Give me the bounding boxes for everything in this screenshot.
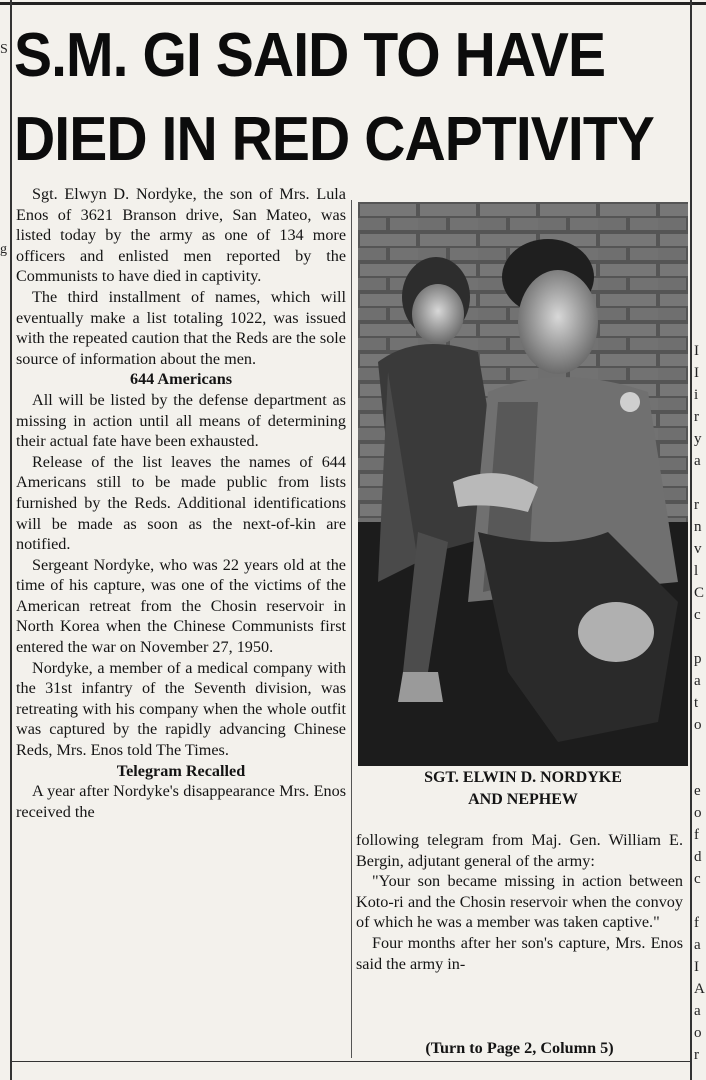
right-margin-fragments [694, 340, 706, 1066]
article-paragraph: A year after Nordyke's disappearance Mrs. Enos received the [16, 782, 346, 821]
margin-fragment: r [694, 1047, 699, 1063]
margin-fragment: p [694, 651, 702, 667]
margin-fragment: I [694, 365, 699, 381]
margin-fragment: g [0, 242, 7, 257]
margin-fragment [0, 180, 10, 200]
headline [14, 14, 654, 182]
margin-fragment: o [694, 805, 702, 821]
margin-fragment: c [694, 607, 701, 623]
photo-caption [358, 767, 688, 811]
margin-fragment: f [694, 827, 699, 843]
margin-fragment: l [694, 563, 699, 579]
margin-fragment [694, 890, 706, 912]
margin-fragment: e [694, 783, 701, 799]
margin-fragment: I [694, 343, 699, 359]
margin-fragment [0, 160, 10, 180]
margin-fragment: o [694, 717, 702, 733]
margin-fragment [0, 100, 10, 120]
next-headline-fragment [12, 1064, 690, 1080]
article-paragraph: following telegram from Maj. Gen. William E. Bergin, adjutant general of the army: [356, 831, 683, 870]
margin-fragment: A [694, 981, 705, 997]
margin-fragment: o [694, 1025, 702, 1041]
top-rule [0, 2, 706, 5]
margin-fragment: c [694, 871, 701, 887]
margin-fragment: a [694, 937, 701, 953]
headline-line-2: DIED IN RED CAPTIVITY [14, 105, 654, 174]
middle-column-rule [351, 200, 352, 1058]
margin-fragment [0, 200, 10, 220]
margin-fragment: i [694, 387, 699, 403]
margin-fragment: d [694, 849, 702, 865]
margin-fragment [0, 80, 10, 100]
margin-fragment [694, 736, 706, 758]
margin-fragment: r [694, 497, 699, 513]
article-paragraph: "Your son became missing in action between Koto-ri and the Chosin reservoir when the convoy of which he was a member was taken captive." [356, 872, 683, 932]
news-photo [358, 202, 688, 766]
article-left-column [16, 184, 346, 822]
margin-fragment: S [0, 42, 8, 57]
article-paragraph: All will be listed by the defense department as missing in action until all means of determining their actual fate have been exhausted. [16, 390, 346, 451]
photo-illustration [358, 202, 688, 766]
margin-fragment [694, 472, 706, 494]
margin-fragment: n [694, 519, 702, 535]
subheading: 644 Americans [129, 370, 233, 389]
article-paragraph: Four months after her son's capture, Mrs. Enos said the army in- [356, 933, 683, 973]
margin-fragment: I [694, 959, 699, 975]
photo-caption-line-1: SGT. ELWIN D. NORDYKE [424, 769, 622, 786]
left-column-rule [10, 0, 12, 1080]
continued-on-line: (Turn to Page 2, Column 5) [425, 1039, 614, 1057]
margin-fragment: r [694, 409, 699, 425]
headline-line-1: S.M. GI SAID TO HAVE [14, 21, 606, 90]
article-paragraph: Release of the list leaves the names of 644 Americans still to be made public from lists furnished by the Reds. Additional identifications will be made as soon as the next-of-kin are notified. [16, 452, 346, 554]
margin-fragment [0, 140, 10, 160]
margin-fragment: a [694, 453, 701, 469]
margin-fragment [0, 60, 10, 80]
margin-fragment [694, 626, 706, 648]
margin-fragment: f [694, 915, 699, 931]
margin-fragment: y [694, 431, 702, 447]
photo-caption-line-2: AND NEPHEW [468, 791, 578, 808]
article-paragraph: Sgt. Elwyn D. Nordyke, the son of Mrs. Lula Enos of 3621 Branson drive, San Mateo, was listed today by the army as one of 134 more officers and enlisted men reported by the Communists to have died in captivity. [16, 185, 346, 286]
subheading: Telegram Recalled [116, 761, 246, 780]
left-margin-fragments [0, 40, 10, 260]
margin-fragment: C [694, 585, 705, 601]
article-paragraph: Nordyke, a member of a medical company with the 31st infantry of the Seventh division, was retreating with his company when the whole outfit was captured by the rapidly advancing Chinese Reds, Mrs. Enos told The Times. [16, 658, 346, 760]
article-paragraph: The third installment of names, which will eventually make a list totaling 1022, was issued with the repeated caution that the Reds are the sole source of information about the men. [16, 287, 346, 368]
margin-fragment [0, 120, 10, 140]
margin-fragment [694, 758, 706, 780]
margin-fragment: t [694, 695, 699, 711]
bottom-rule [12, 1061, 690, 1062]
margin-fragment: a [694, 1003, 701, 1019]
margin-fragment: v [694, 541, 702, 557]
right-column-rule [690, 0, 692, 1080]
margin-fragment [0, 220, 10, 240]
article-paragraph: Sergeant Nordyke, who was 22 years old at the time of his capture, was one of the victims of the American retreat from the Chosin reservoir in North Korea when the Chinese Communists first entered the war on November 27, 1950. [16, 555, 346, 657]
article-right-column [356, 830, 683, 974]
margin-fragment: a [694, 673, 701, 689]
